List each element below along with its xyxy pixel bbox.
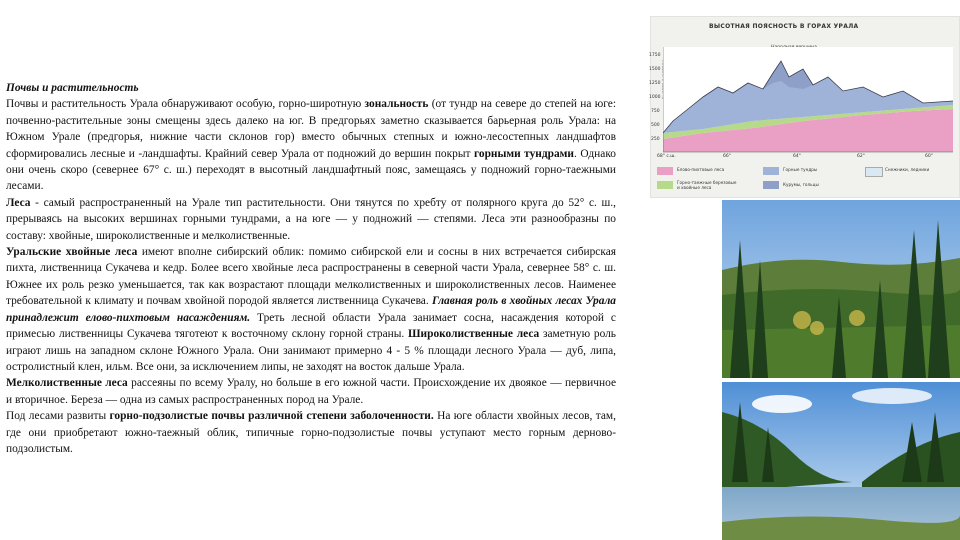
legend-swatch <box>865 167 883 177</box>
legend-swatch <box>657 181 673 189</box>
y-tick: 250 <box>651 137 660 142</box>
paragraph-soils: Под лесами развиты горно-подзолистые почвы различной степени заболоченности. На юге области хвойных лесов, там, где они приобретают южно-таежный облик, типичные горно-подзолистые почвы уступают место горным дерново-подзолистым. <box>6 410 616 455</box>
paragraph-zonality: Почвы и растительность Урала обнаруживают особую, горно-широтную зональность (от тундр на севере до степей на юге: почвенно-растительные зоны смещены здесь далеко на юг. В предгорьях заметно сказывается барьерная роль Урала: на Южном Урале (предгорья, нижние части склонов гор) вместо обычных степных и южно-лесостепных ландшафтов сформировались лесные и -ландшафты. Крайний север Урала от подножий до вершин покрыт горными тундрами. Однако они очень скоро (севернее 67° с. ш.) переходят в высотный ландшафтный пояс, замещаясь у подножий горно-таежными лесами. <box>6 98 616 193</box>
section-heading: Почвы и растительность <box>6 82 139 94</box>
x-tick: 68° с.ш. <box>657 154 676 159</box>
y-tick: 1500 <box>649 67 661 72</box>
y-tick: 1250 <box>649 81 661 86</box>
x-tick: 64° <box>793 154 801 159</box>
zonation-profile <box>663 17 953 162</box>
y-tick: 1000 <box>649 95 661 100</box>
river-forest-photo <box>722 382 960 540</box>
altitude-zonation-figure <box>650 16 960 198</box>
legend-swatch <box>657 167 673 175</box>
paragraph-forests: Леса - самый распространенный на Урале тип растительности. Они тянутся по хребту от полярного круга до 52° с. ш., прерываясь на высоких вершинах горными тундрами, а на юге — у подножий — степями. Леса эти разнообразны по составу: хвойные, широколиственные и мелколиственные. <box>6 196 616 242</box>
x-tick: 66° <box>723 154 731 159</box>
legend-label: Курумы, гольцы <box>783 182 819 187</box>
paragraph-smallleaf: Мелколиственные леса рассеяны по всему Уралу, но больше в его южной части. Происхождение их двоякое — первичное и вторичное. Береза — одна из самых распространенных пород на Урале. <box>6 377 616 406</box>
y-tick: 500 <box>651 123 660 128</box>
legend-swatch <box>763 181 779 189</box>
x-tick: 62° <box>857 154 865 159</box>
legend-label: Горно-таежные березовые и хвойные леса <box>677 180 737 190</box>
legend-label: Горные тундры <box>783 167 818 172</box>
legend-label: Елово-пихтовые леса <box>677 167 725 172</box>
legend-label: Снежники, ледники <box>885 167 930 172</box>
y-tick: 1750 <box>649 53 661 58</box>
paragraph-coniferous: Уральские хвойные леса имеют вполне сибирский облик: помимо сибирской ели и сосны в них встречается сибирская пихта, лиственница Сукачева и кедр. Более всего хвойные леса распространены в северной части Урала, севернее 58° с. ш. Южнее их роль резко уменьшается, так как возрастают площади мелколиственных и широколиственных лесов. Наименее требовательной к климату и почвам хвойной породой является лиственница Сукачева. Главная роль в хвойных лесах Урала принадлежит елово-пихтовым насаждениям. Треть лесной области Урала занимает сосна, насаждения которой с примесью лиственницы Сукачева тяготеют к восточному склону горной страны. Широколиственные леса заметную роль играют лишь на западном склоне Южного Урала. Они занимают примерно 4 - 5 % площади лесного Урала — дуб, липа, остролистный клен, ильм. Все они, за исключением липы, не заходят на восток дальше Урала. <box>6 246 616 373</box>
article-text <box>6 80 616 457</box>
y-tick: 750 <box>651 109 660 114</box>
legend-swatch <box>763 167 779 175</box>
x-tick: 60° <box>925 154 933 159</box>
figure-title: ВЫСОТНАЯ ПОЯСНОСТЬ В ГОРАХ УРАЛА <box>709 23 859 30</box>
taiga-forest-photo <box>722 200 960 378</box>
